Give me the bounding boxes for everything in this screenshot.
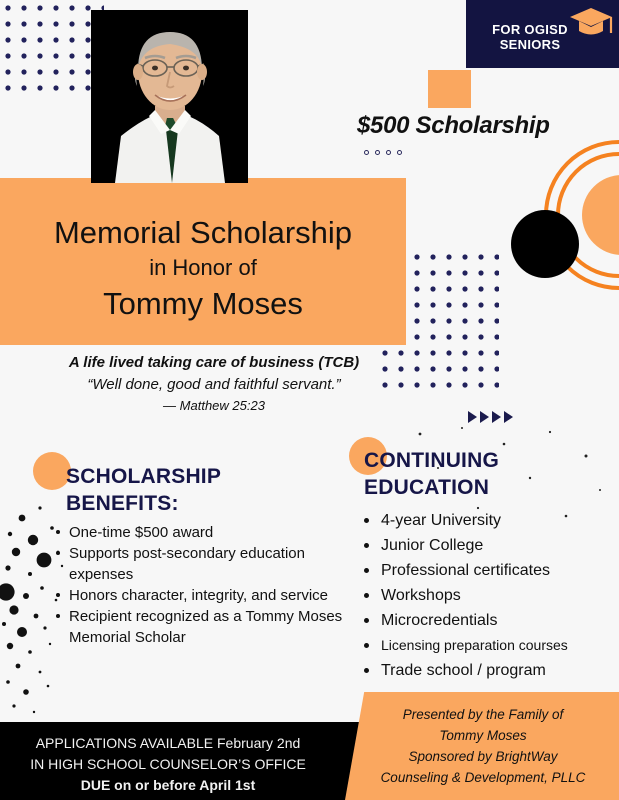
benefits-heading-line-1: SCHOLARSHIP <box>66 465 222 488</box>
tiny-dot <box>386 150 391 155</box>
sponsor-line-2: Tommy Moses <box>439 728 527 743</box>
list-item: Workshops <box>364 583 614 608</box>
footer-line-2: IN HIGH SCHOOL COUNSELOR’S OFFICE <box>30 756 306 772</box>
badge-line-2: SENIORS <box>499 37 561 52</box>
footer-application-info <box>8 733 328 796</box>
dot-grid-top-left <box>4 4 104 100</box>
list-item: Supports post-secondary education expenses <box>56 543 366 585</box>
graduation-cap-icon <box>568 6 614 40</box>
benefits-list <box>56 522 366 648</box>
title-line-3: Tommy Moses <box>103 286 303 321</box>
education-list <box>364 508 614 683</box>
badge-line-1: FOR OGISD <box>492 22 568 37</box>
black-circle-large <box>511 210 579 278</box>
list-item: 4-year University <box>364 508 614 533</box>
title-line-1: Memorial Scholarship <box>53 215 353 250</box>
list-item: Junior College <box>364 533 614 558</box>
footer-due-date: DUE on or before April 1st <box>80 777 256 793</box>
education-heading-line-1: CONTINUING <box>364 449 499 472</box>
sponsor-line-3: Sponsored by BrightWay <box>408 749 558 764</box>
list-item: One-time $500 award <box>56 522 366 543</box>
list-item: Professional certificates <box>364 558 614 583</box>
tiny-dot <box>364 150 369 155</box>
education-heading-line-2: EDUCATION <box>364 476 490 499</box>
tiny-dot <box>397 150 402 155</box>
sponsor-line-1: Presented by the Family of <box>402 707 564 722</box>
title-line-2: in Honor of <box>149 255 257 280</box>
quote-block <box>14 352 414 416</box>
sponsor-text <box>358 704 608 788</box>
tiny-dot-row <box>364 150 402 155</box>
list-item: Trade school / program <box>364 658 614 683</box>
education-heading <box>364 447 564 501</box>
tiny-dot <box>375 150 380 155</box>
amount-headline: $500 Scholarship <box>357 112 550 139</box>
sponsor-line-4: Counseling & Development, PLLC <box>380 770 586 785</box>
list-item: Honors character, integrity, and service <box>56 585 366 606</box>
footer-line-1: APPLICATIONS AVAILABLE February 2nd <box>35 735 301 751</box>
portrait-photo <box>91 10 248 183</box>
quote-line-2: “Well done, good and faithful servant.” <box>87 376 341 393</box>
benefits-heading-line-2: BENEFITS: <box>66 492 179 515</box>
quote-line-3: — Matthew 25:23 <box>163 398 265 413</box>
benefits-heading <box>66 463 266 517</box>
list-item: Recipient recognized as a Tommy Moses Memorial Scholar <box>56 606 366 648</box>
orange-accent-square <box>428 70 471 108</box>
main-title <box>0 214 406 324</box>
list-item: Microcredentials <box>364 608 614 633</box>
list-item: Licensing preparation courses <box>364 633 614 658</box>
quote-line-1: A life lived taking care of business (TCB) <box>68 354 360 371</box>
